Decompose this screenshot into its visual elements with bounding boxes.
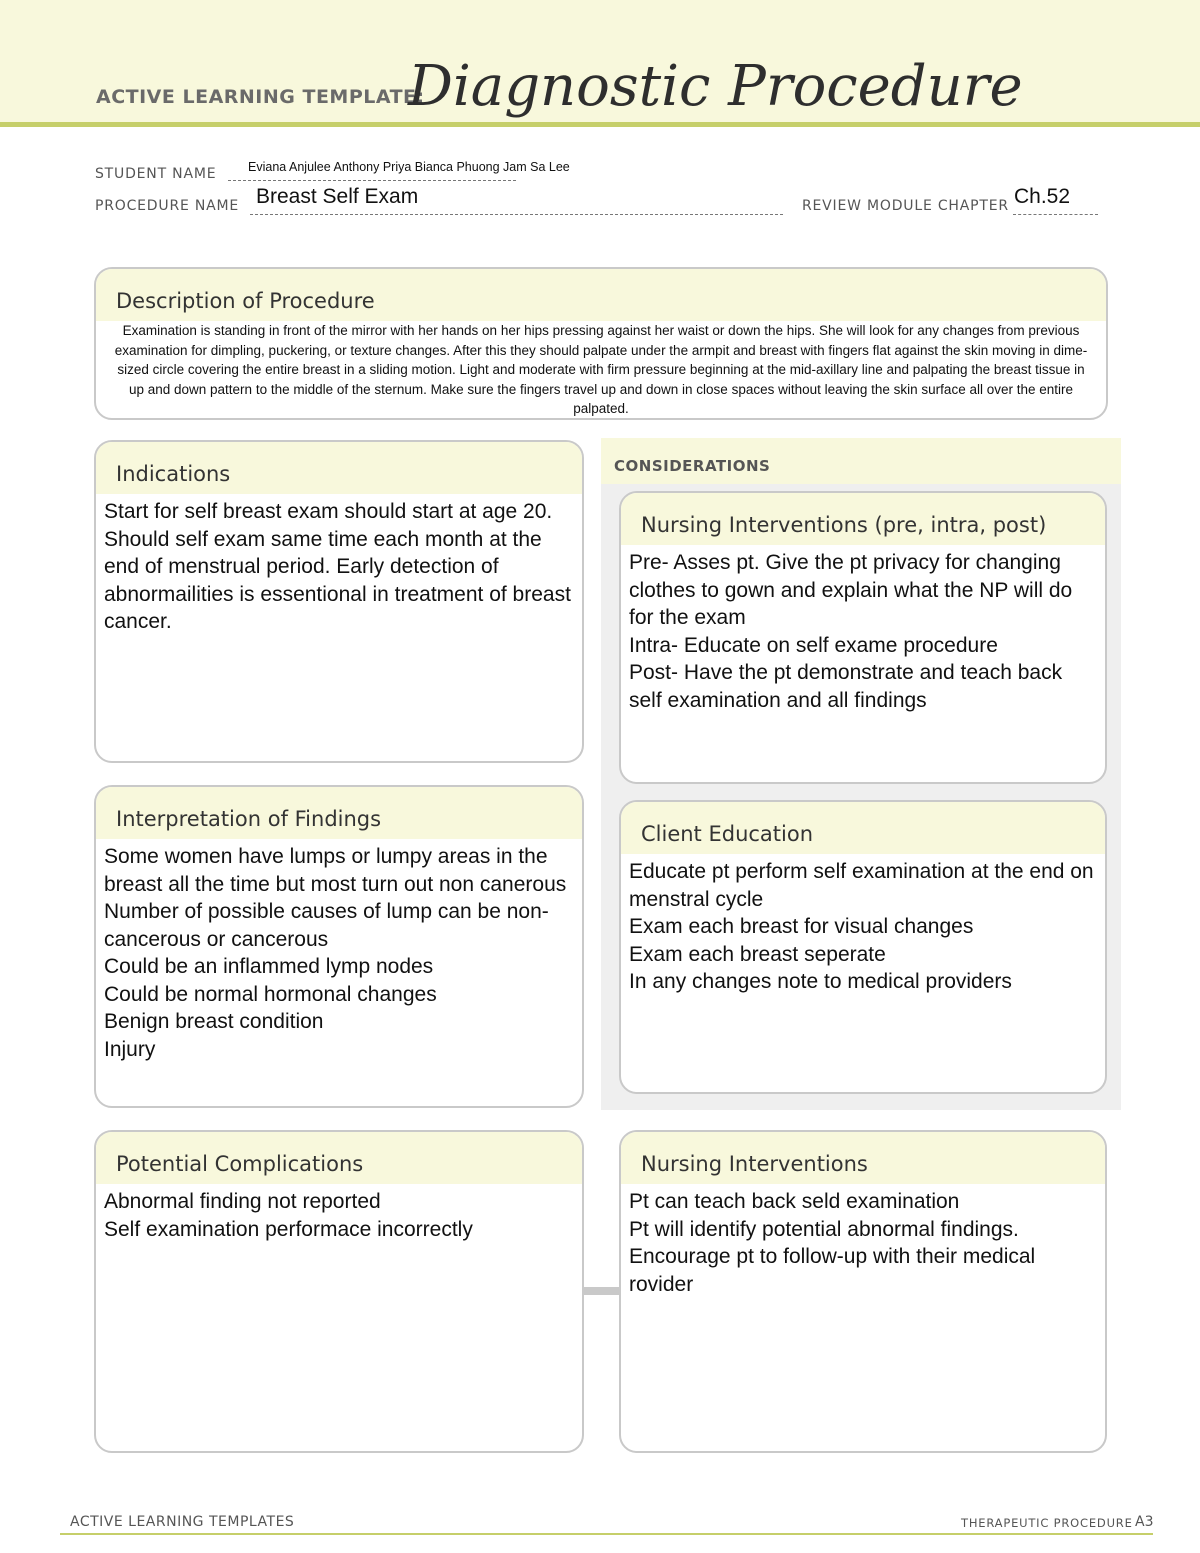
page-title: Diagnostic Procedure (408, 54, 1023, 119)
nursing-interventions-text[interactable]: Pt can teach back seld examination Pt will identify potential abnormal findings. Encourage pt to follow-up with their medical rovider (629, 1190, 1036, 1296)
review-module-line (1013, 214, 1098, 215)
procedure-name-label: PROCEDURE NAME (95, 198, 240, 214)
description-box (94, 267, 1108, 420)
nursing-interventions-pre-intra-post-box (619, 491, 1107, 784)
footer-left-label: ACTIVE LEARNING TEMPLATES (70, 1514, 295, 1530)
template-label: ACTIVE LEARNING TEMPLATE: (96, 86, 425, 108)
indications-title: Indications (96, 442, 582, 494)
student-name-line (228, 180, 516, 181)
description-text[interactable]: Examination is standing in front of the mirror with her hands on her hips pressing against her waist or down the hips. She will look for any changes from previous examination for dimpling, puckering, or texture changes. After this they should palpate under the armpit and breast with fingers flat against the skin moving in dime-sized circle covering the entire breast in a sliding motion. Light and moderate with firm pressure beginning at the mid-axillary line and palpating the breast tissue in up and down pattern to the middle of the sternum. Make sure the fingers travel up and down in close spaces without leaving the skin surface all over the entire palpated. (114, 323, 1088, 417)
page-number: A3 (1135, 1514, 1154, 1530)
footer-right-label: THERAPEUTIC PROCEDURE (961, 1516, 1133, 1530)
footer-rule (60, 1533, 1153, 1535)
student-name-label: STUDENT NAME (95, 166, 217, 182)
interpretation-title: Interpretation of Findings (96, 787, 582, 839)
nursing-interventions-title: Nursing Interventions (621, 1132, 1105, 1184)
nursing-interventions-box (619, 1130, 1107, 1453)
client-education-title: Client Education (621, 802, 1105, 854)
procedure-name-line (250, 214, 783, 215)
interpretation-text[interactable]: Some women have lumps or lumpy areas in the breast all the time but most turn out non canerous Number of possible causes of lump can be non-cancerous or cancerous Could be an inflammed lymp nodes Could be normal hormonal changes Benign breast condition Injury (104, 845, 567, 1061)
interpretation-box (94, 785, 584, 1108)
indications-text[interactable]: Start for self breast exam should start at age 20. Should self exam same time each month at the end of menstrual period. Early detection of abnormailities is essentional in treatment of breast cancer. (104, 500, 571, 633)
nursing-interventions-pre-intra-post-title: Nursing Interventions (pre, intra, post) (621, 493, 1105, 545)
header-rule (0, 122, 1200, 127)
potential-complications-box (94, 1130, 584, 1453)
client-education-text[interactable]: Educate pt perform self examination at the end on menstral cycle Exam each breast for visual changes Exam each breast seperate In any changes note to medical providers (629, 860, 1094, 993)
student-name-field[interactable]: Eviana Anjulee Anthony Priya Bianca Phuong Jam Sa Lee (248, 160, 570, 174)
procedure-name-field[interactable]: Breast Self Exam (256, 185, 419, 208)
considerations-label: CONSIDERATIONS (614, 457, 771, 475)
description-title: Description of Procedure (96, 269, 1106, 321)
potential-complications-text[interactable]: Abnormal finding not reported Self examination performace incorrectly (104, 1190, 473, 1241)
client-education-box (619, 800, 1107, 1094)
review-module-field[interactable]: Ch.52 (1014, 185, 1071, 208)
potential-complications-title: Potential Complications (96, 1132, 582, 1184)
box-connector (583, 1287, 621, 1295)
review-module-label: REVIEW MODULE CHAPTER (802, 198, 1009, 214)
indications-box (94, 440, 584, 763)
nursing-interventions-pre-intra-post-text[interactable]: Pre- Asses pt. Give the pt privacy for changing clothes to gown and explain what the NP will do for the exam Intra- Educate on self exame procedure Post- Have the pt demonstrate and teach back self examination and all findings (629, 551, 1073, 712)
